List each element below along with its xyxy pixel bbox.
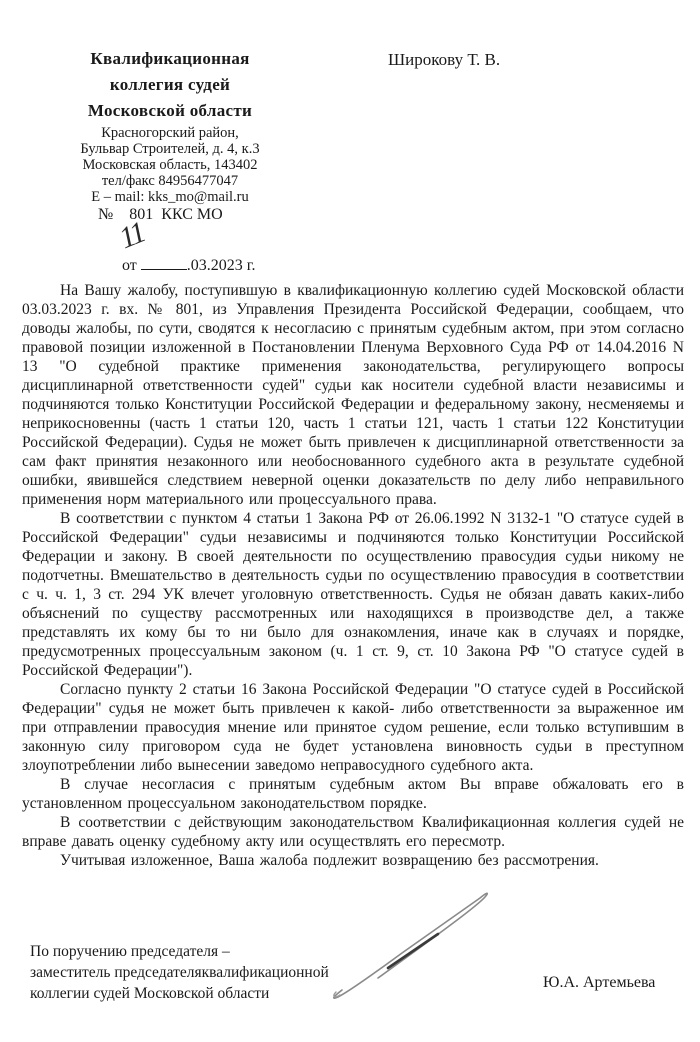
paragraph: На Вашу жалобу, поступившую в квалификационную коллегию судей Московской области 03.03.2023 г. вх. № 801, из Управления Президента Российской Федерации, сообщаем, что доводы жалобы, по сути, сводятся к несогласию с принятым судебным актом, при этом согласно правовой позиции изложенной в Постановлении Пленума Верховного Суда РФ от 14.04.2016 N 13 "О судебной практике применения законодательства, регулирующего вопросы дисциплинарной ответственности судей" судьи как носители судебной власти независимы и подчиняются только Конституции Российской Федерации и федеральному закону, несменяемы и неприкосновенны (часть 1 статьи 120, часть 1 статьи 121, часть 1 статьи 122 Конституции Российской Федерации). Судья не может быть привлечен к дисциплинарной ответственности за сам факт принятия незаконного или необоснованного судебного акта в результате судебной ошибки, явившейся следствием неверной оценки доказательств по делу либо неправильного применения норм материального или процессуального права. <box>22 282 684 508</box>
reference-block <box>98 206 256 293</box>
date-suffix: .03.2023 г. <box>186 257 256 274</box>
paragraph: В соответствии с пунктом 4 статьи 1 Закона РФ от 26.06.1992 N 3132-1 "О статусе судей в Российской Федерации" судьи независимы и подчиняются только Конституции Российской Федерации и закону. В своей деятельности по осуществлению правосудия судьи никому не подотчетны. Вмешательство в деятельность судьи по осуществлению правосудия в соответствии с ч. ч. 1, 3 ст. 294 УК влечет уголовную ответственность. Судья не обязан давать каких-либо объяснений по существу рассмотренных или находящихся в производстве дел, а также представлять их кому бы то ни было для ознакомления, иначе как в случаях и порядке, предусмотренных процессуальным законом (ч. 1 ст. 9, ст. 10 Закона РФ "О статусе судей в Российской Федерации"). <box>22 510 684 679</box>
date-blank-line <box>141 255 187 270</box>
org-phone-line: тел/факс 84956477047 <box>101 173 239 189</box>
date-prefix: от <box>122 257 137 274</box>
org-name-line: коллегия судей <box>109 75 231 94</box>
org-email-line: E – mail: kks_mo@mail.ru <box>91 189 249 205</box>
org-address-block <box>50 125 290 205</box>
paragraph: Согласно пункту 2 статьи 16 Закона Российской Федерации "О статусе судей в Российской Федерации" судья не может быть привлечен к какой- либо ответственности за выраженное им при отправлении правосудия мнение или принятое судом решение, если только вступившим в законную силу приговором суда не будет установлена виновность судьи в преступном злоупотреблении либо вынесении заведомо неправосудного судебного акта. <box>22 681 684 774</box>
paragraph: В случае несогласия с принятым судебным актом Вы вправе обжаловать его в установленном процессуальном законодательством порядке. <box>22 776 684 812</box>
outgoing-number: № 801 ККС МО <box>98 206 223 223</box>
signoff-line: По поручению председателя – <box>30 943 230 960</box>
org-address-line: Бульвар Строителей, д. 4, к.3 <box>80 141 260 157</box>
signoff-line: заместитель председателяквалификационной <box>30 964 329 981</box>
org-name-line: Квалификационная <box>90 49 250 68</box>
org-name-line: Московской области <box>87 101 253 120</box>
addressee-name: Широкову Т. В. <box>388 50 501 69</box>
signoff-block <box>30 941 390 1004</box>
signer-name: Ю.А. Артемьева <box>543 974 656 991</box>
signoff-line: коллегии судей Московской области <box>30 985 270 1002</box>
letterhead-org-block <box>50 46 290 205</box>
org-address-line: Красногорский район, <box>101 125 239 141</box>
handwritten-day-number: 11 <box>114 215 149 256</box>
paragraph: Учитывая изложенное, Ваша жалоба подлежит возвращению без рассмотрения. <box>60 852 599 869</box>
paragraph: В соответствии с действующим законодательством Квалификационная коллегия судей не вправе давать оценку судебному акту или осуществлять его пересмотр. <box>22 814 684 850</box>
letter-body <box>22 281 684 870</box>
org-address-line: Московская область, 143402 <box>82 157 258 173</box>
